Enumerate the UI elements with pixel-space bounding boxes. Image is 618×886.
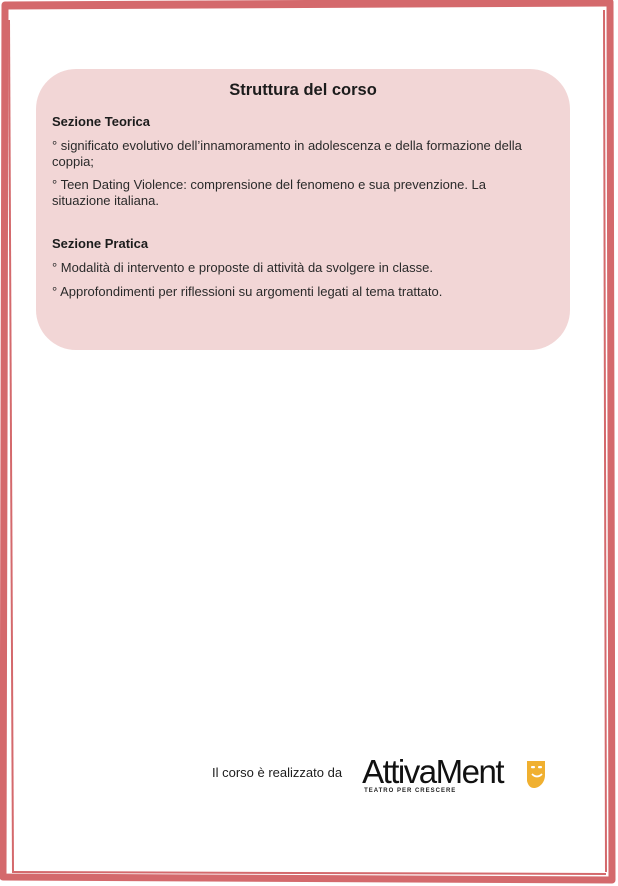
theory-item-2: ° Teen Dating Violence: comprensione del fenomeno e sua prevenzione. La situazione italiana. <box>52 177 487 208</box>
theory-section-heading: Sezione Teorica <box>52 114 151 129</box>
course-title: Struttura del corso <box>229 81 377 99</box>
practice-item-2: ° Approfondimenti per riflessioni su argomenti legati al tema trattato. <box>52 283 443 299</box>
course-structure-card <box>36 69 570 350</box>
practice-item-1: ° Modalità di intervento e proposte di attività da svolgere in classe. <box>52 260 433 275</box>
theatre-mask-icon <box>526 759 546 789</box>
credit-text: Il corso è realizzato da <box>212 764 343 780</box>
practice-section-heading: Sezione Pratica <box>52 236 149 251</box>
attivamente-logo <box>362 750 548 800</box>
logo-tagline: TEATRO PER CRESCERE <box>364 788 457 794</box>
logo-wordmark: AttivaMent <box>362 753 503 790</box>
theory-item-1: ° significato evolutivo dell’innamoramento in adolescenza e della formazione della coppia; <box>52 138 522 169</box>
footer-credit <box>212 750 548 800</box>
